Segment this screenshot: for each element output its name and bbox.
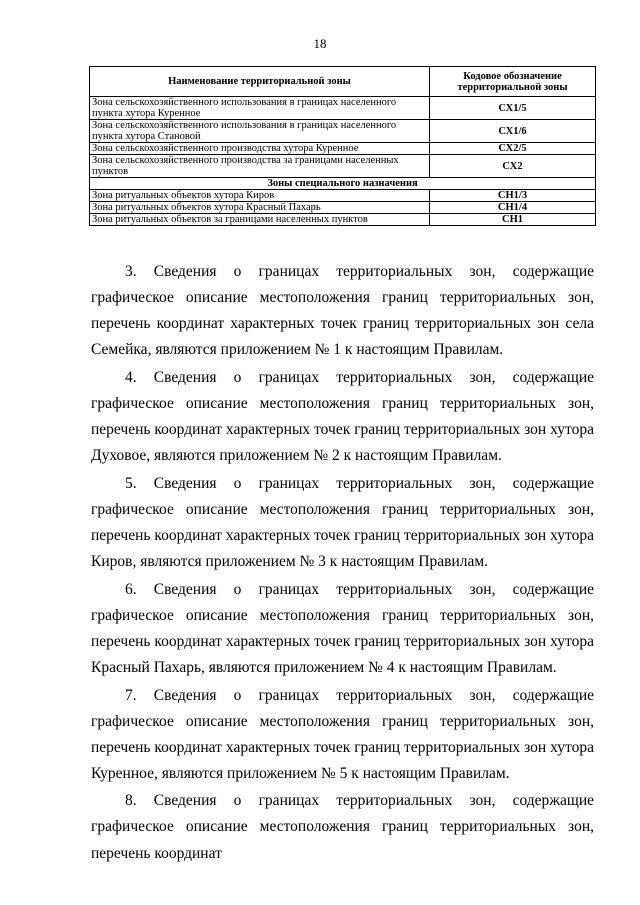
paragraph: 4. Сведения о границах территориальных зон, содержащие графическое описание местоположения границ территориальных зон, перечень координат характерных точек границ территориальных зон хутора Духовое, являются приложением № 2 к настоящим Правилам. <box>91 368 594 465</box>
paragraph: 3. Сведения о границах территориальных зон, содержащие графическое описание местоположения границ территориальных зон, перечень координат характерных точек границ территориальных зон села Семейка, являются приложением № 1 к настоящим Правилам. <box>91 263 594 359</box>
zone-name-cell: Зона ритуальных объектов за границами населенных пунктов <box>90 214 430 226</box>
zone-code-cell: СХ2 <box>430 155 596 178</box>
zone-code-cell: СН1/3 <box>430 190 596 202</box>
body-text <box>91 259 594 868</box>
table-header-row <box>90 67 596 97</box>
paragraph: 7. Сведения о границах территориальных зон, содержащие графическое описание местоположения границ территориальных зон, перечень координат характерных точек границ территориальных зон хутора Куренное, являются приложением № 5 к настоящим Правилам. <box>91 686 594 782</box>
zone-name-cell: Зона сельскохозяйственного использования в границах населенного пункта хутора Становой <box>90 120 430 143</box>
zone-code-cell: СХ1/5 <box>430 97 596 120</box>
header-zone-code: Кодовое обозначение территориальной зоны <box>430 67 596 97</box>
table-row <box>90 97 596 120</box>
zone-name-cell: Зона ритуальных объектов хутора Киров <box>90 190 430 202</box>
table-row <box>90 143 596 155</box>
header-zone-name: Наименование территориальной зоны <box>90 67 430 97</box>
zone-name-cell: Зона сельскохозяйственного производства за границами населенных пунктов <box>90 155 430 178</box>
zones-table <box>89 66 596 226</box>
table-row <box>90 155 596 178</box>
zone-name-cell: Зона сельскохозяйственного использования в границах населенного пункта хутора Куренное <box>90 97 430 120</box>
zone-name-cell: Зона ритуальных объектов хутора Красный Пахарь <box>90 202 430 214</box>
page-number: 18 <box>313 36 327 51</box>
table-row <box>90 120 596 143</box>
zone-code-cell: СН1 <box>430 214 596 226</box>
table-row <box>90 214 596 226</box>
table-section-row <box>90 178 596 190</box>
table-row <box>90 202 596 214</box>
paragraph: 5. Сведения о границах территориальных зон, содержащие графическое описание местоположения границ территориальных зон, перечень координат характерных точек границ территориальных зон хутора Киров, являются приложением № 3 к настоящим Правилам. <box>91 474 594 571</box>
zone-code-cell: СН1/4 <box>430 202 596 214</box>
section-title: Зоны специального назначения <box>90 178 596 190</box>
table-row <box>90 190 596 202</box>
zone-code-cell: СХ1/6 <box>430 120 596 143</box>
zone-name-cell: Зона сельскохозяйственного производства хутора Куренное <box>90 143 430 155</box>
paragraph: 8. Сведения о границах территориальных зон, содержащие графическое описание местоположения границ территориальных зон, перечень координат <box>91 792 594 862</box>
paragraph: 6. Сведения о границах территориальных зон, содержащие графическое описание местоположения границ территориальных зон, перечень координат характерных точек границ территориальных зон хутора Красный Пахарь, являются приложением № 4 к настоящим Правилам. <box>91 580 594 676</box>
zone-code-cell: СХ2/5 <box>430 143 596 155</box>
